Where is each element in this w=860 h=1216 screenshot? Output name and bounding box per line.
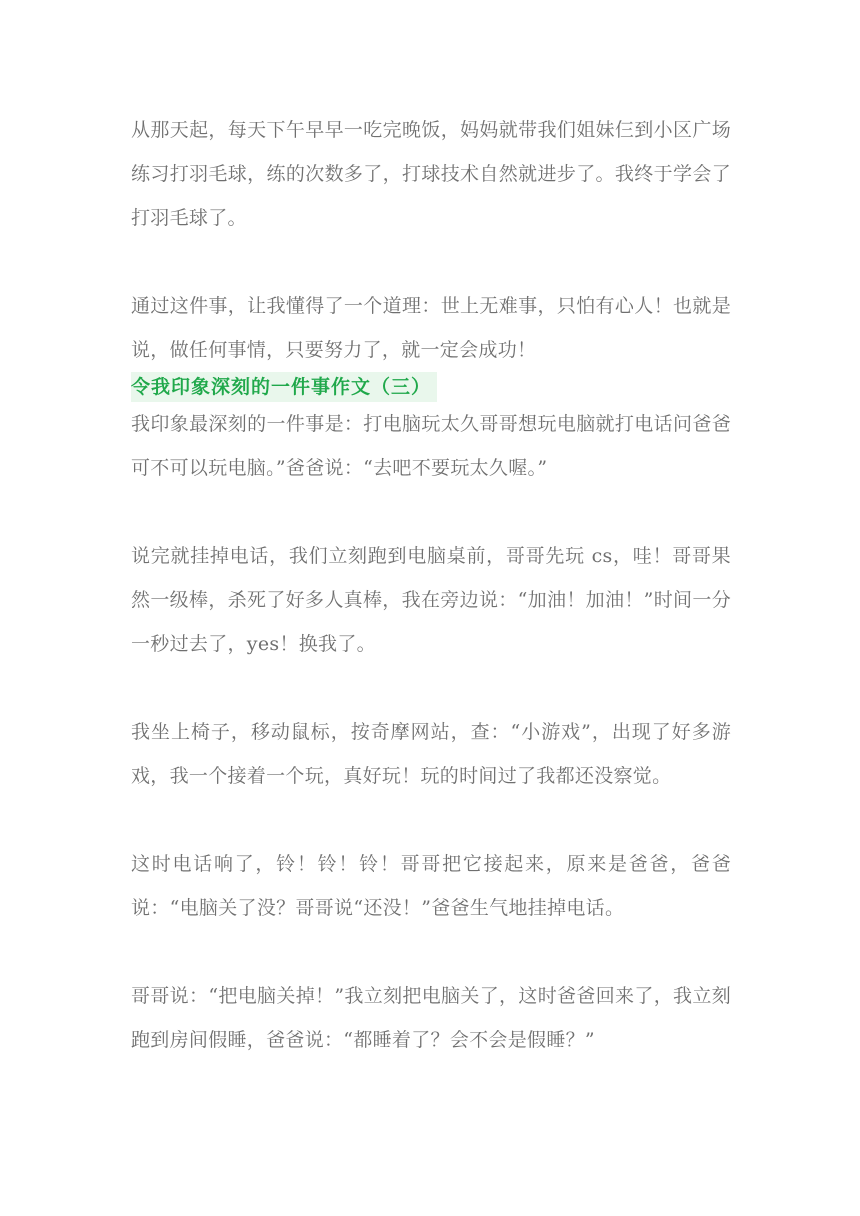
document-body [131, 108, 731, 1062]
paragraph-spacer [131, 930, 731, 974]
paragraph-mini-games: 我坐上椅子，移动鼠标，按奇摩网站，查：“小游戏”，出现了好多游戏，我一个接着一个玩，真好玩！玩的时间过了我都还没察觉。 [131, 721, 731, 787]
heading-row [131, 372, 731, 402]
paragraph-badminton-practice: 从那天起，每天下午早早一吃完晚饭，妈妈就带我们姐妹仨到小区广场练习打羽毛球，练的次数多了，打球技术自然就进步了。我终于学会了打羽毛球了。 [131, 119, 731, 229]
paragraph-phone-rings: 这时电话响了，铃！铃！铃！哥哥把它接起来，原来是爸爸，爸爸说：“电脑关了没？哥哥说“还没！”爸爸生气地挂掉电话。 [131, 853, 731, 919]
paragraph-pretend-sleep: 哥哥说：“把电脑关掉！”我立刻把电脑关了，这时爸爸回来了，我立刻跑到房间假睡，爸爸说：“都睡着了？会不会是假睡？” [131, 985, 731, 1051]
paragraph-spacer [131, 666, 731, 710]
paragraph-spacer [131, 240, 731, 284]
paragraph-phone-call: 我印象最深刻的一件事是：打电脑玩太久哥哥想玩电脑就打电话问爸爸可不可以玩电脑。”爸爸说：“去吧不要玩太久喔。” [131, 413, 731, 479]
paragraph-lesson-learned: 通过这件事，让我懂得了一个道理：世上无难事，只怕有心人！也就是说，做任何事情，只要努力了，就一定会成功！ [131, 295, 731, 361]
section-heading: 令我印象深刻的一件事作文（三） [131, 372, 437, 402]
paragraph-spacer [131, 490, 731, 534]
paragraph-brother-plays: 说完就挂掉电话，我们立刻跑到电脑桌前，哥哥先玩 cs，哇！哥哥果然一级棒，杀死了好多人真棒，我在旁边说：“加油！加油！”时间一分一秒过去了，yes！换我了。 [131, 545, 731, 655]
paragraph-spacer [131, 798, 731, 842]
